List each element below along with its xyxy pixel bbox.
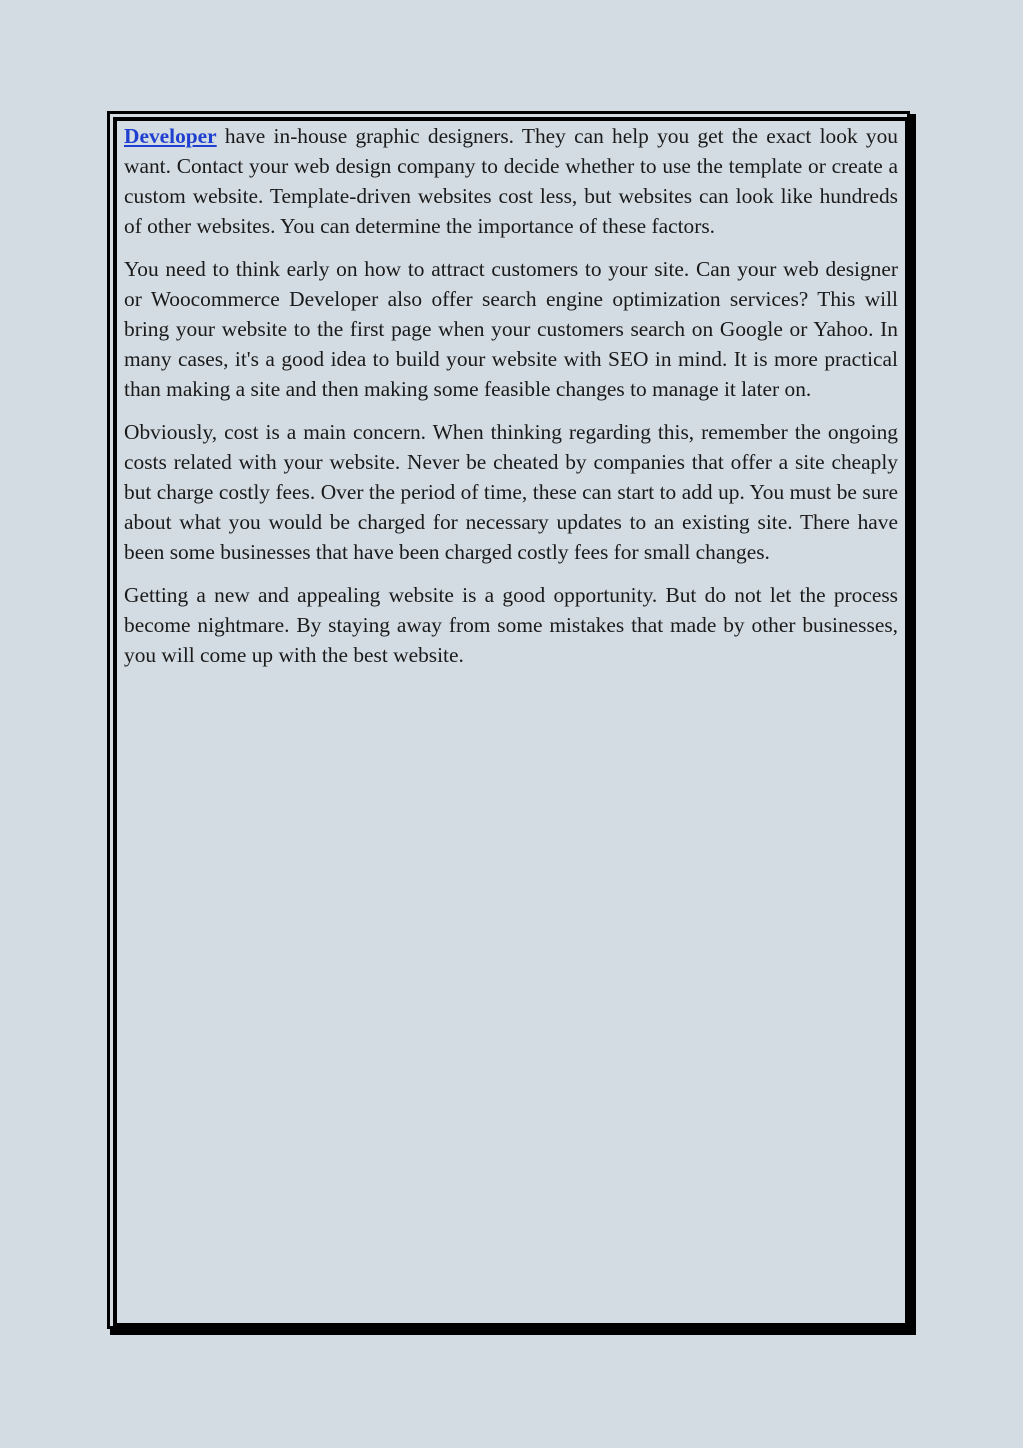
- paragraph-4: Getting a new and appealing website is a good opportunity. But do not let the process become nightmare. By staying away from some mistakes that made by other businesses, you will come up with the best website.: [124, 583, 898, 667]
- frame-shadow-bottom: [110, 1329, 916, 1335]
- paragraph-3: Obviously, cost is a main concern. When thinking regarding this, remember the ongoing costs related with your website. Never be cheated by companies that offer a site cheaply but charge costly fees. Over the period of time, these can start to add up. You must be sure about what you would be charged for necessary updates to an existing site. There have been some businesses that have been charged costly fees for small changes.: [124, 420, 898, 564]
- paragraph-1: [124, 121, 898, 241]
- document-body: [124, 121, 898, 683]
- developer-link[interactable]: Developer: [124, 124, 217, 148]
- paragraph-1-text: have in-house graphic designers. They can help you get the exact look you want. Contact your web design company to decide whether to use the template or create a custom website. Template-driven websites cost less, but websites can look like hundreds of other websites. You can determine the importance of these factors.: [124, 124, 898, 238]
- paragraph-2: You need to think early on how to attract customers to your site. Can your web designer or Woocommerce Developer also offer search engine optimization services? This will bring your website to the first page when your customers search on Google or Yahoo. In many cases, it's a good idea to build your website with SEO in mind. It is more practical than making a site and then making some feasible changes to manage it later on.: [124, 257, 898, 401]
- frame-shadow-right: [910, 114, 916, 1334]
